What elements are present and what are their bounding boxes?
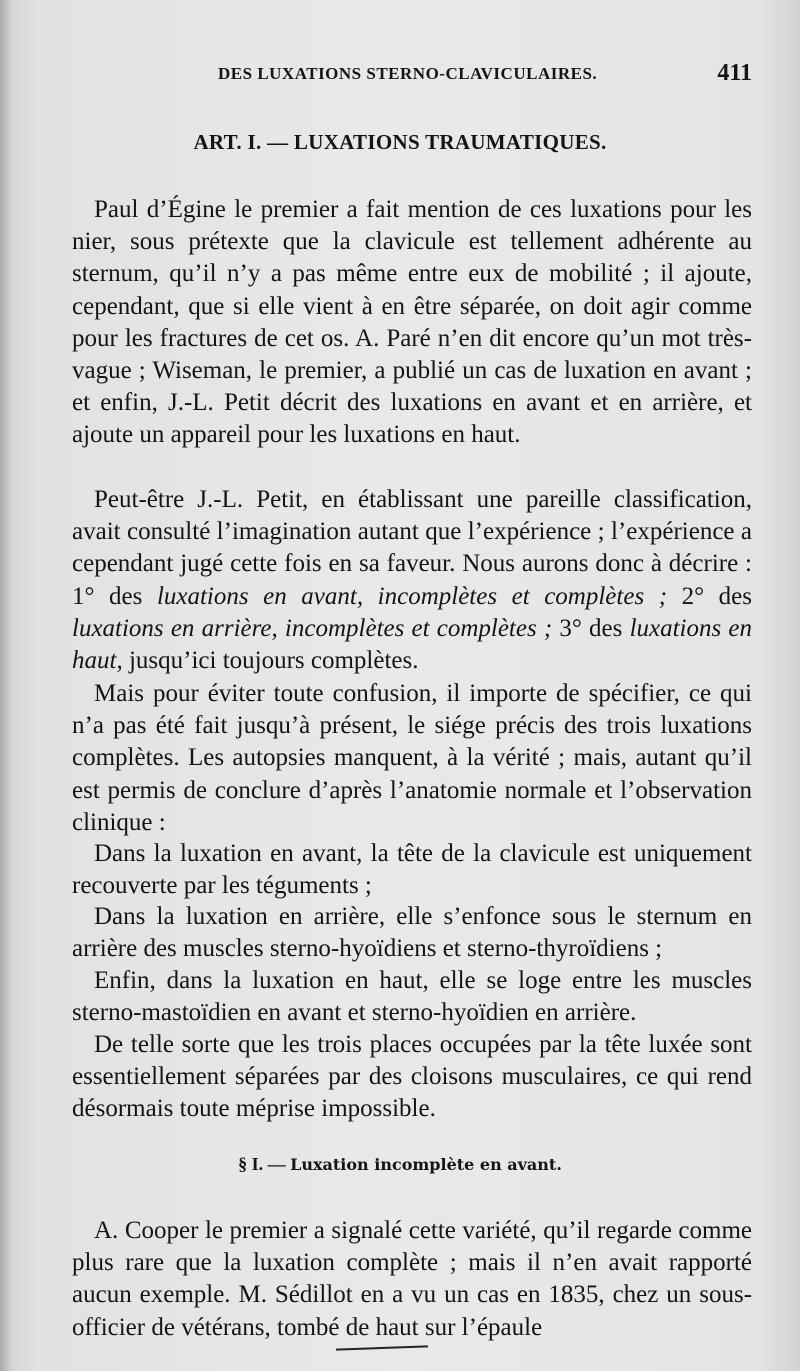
paragraph-text: Enfin, dans la luxation en haut, elle se loge entre les muscles sterno-mastoïdien en avant et sterno-hyoïdien en arrière.	[72, 967, 752, 1027]
paragraph-text: Dans la luxation en avant, la tête de la clavicule est uniquement recouverte par les téguments ;	[72, 840, 752, 900]
article-heading: ART. I. — LUXATIONS TRAUMATIQUES.	[193, 130, 607, 154]
running-title: DES LUXATIONS STERNO-CLAVICULAIRES.	[218, 64, 598, 83]
text-run: 3° des	[552, 614, 630, 642]
paragraph-conclusion	[72, 1029, 752, 1126]
paragraph-text: Mais pour éviter toute confusion, il importe de spécifier, ce qui n’a pas été fait jusqu’à présent, le siége précis des trois luxations complètes. Les autopsies manquent, à la vérité ; mais, autant qu’il est permis de conclure d’après l’anatomie normale et l’observation clinique :	[72, 680, 752, 836]
section-heading	[0, 1154, 800, 1175]
text-run: 2° des	[667, 582, 752, 610]
paragraph-superior	[72, 965, 752, 1029]
page-number: 411	[717, 60, 752, 86]
italic-term: luxations en avant, incomplètes et complètes ;	[156, 582, 668, 610]
paragraph-posterior	[72, 901, 752, 965]
text-run: jusqu’ici toujours complètes.	[122, 647, 419, 675]
paragraph-classification	[72, 484, 752, 677]
paragraph-text: De telle sorte que les trois places occupées par la tête luxée sont essentiellement séparées par des cloisons musculaires, ce qui rend désormais toute méprise impossible.	[72, 1031, 752, 1123]
paragraph-text: Paul d’Égine le premier a fait mention de ces luxations pour les nier, sous prétexte que la clavicule est tellement adhérente au sternum, qu’il n’y a pas même entre eux de mobilité ; il ajoute, cependant, que si elle vient à en être séparée, on doit agir comme pour les fractures de cet os. A. Paré n’en dit encore qu’un mot très-vague ; Wiseman, le premier, a publié un cas de luxation en avant ; et enfin, J.-L. Petit décrit des luxations en avant et en arrière, et ajoute un appareil pour les luxations en haut.	[72, 196, 752, 449]
italic-term: luxations en arrière, incomplètes et complètes ;	[72, 614, 553, 642]
paragraph-cooper	[72, 1215, 752, 1344]
italic-term: luxations en haut,	[72, 614, 752, 675]
paragraph-anterior	[72, 838, 752, 902]
paragraph-text	[72, 484, 752, 677]
pen-underline-mark	[336, 1345, 428, 1350]
paragraph-precision	[72, 678, 752, 839]
section-title: Luxation incomplète en avant.	[290, 1155, 562, 1174]
section-number: § I. —	[238, 1154, 286, 1174]
text-run: Peut-être J.-L. Petit, en établissant une pareille classification, avait consulté l’imagination autant que l’expérience ; l’expérience a cependant jugé cette fois en sa faveur. Nous aurons donc à décrire : 1° des	[72, 486, 752, 610]
running-head	[70, 60, 752, 90]
paragraph-history	[72, 194, 752, 452]
paragraph-text: A. Cooper le premier a signalé cette variété, qu’il regarde comme plus rare que la luxation complète ; mais il n’en avait rapporté aucun exemple. M. Sédillot en a vu un cas en 1835, chez un sous-officier de vétérans, tombé de haut sur l’épaule	[72, 1217, 752, 1341]
paragraph-text: Dans la luxation en arrière, elle s’enfonce sous le sternum en arrière des muscles sterno-hyoïdiens et sterno-thyroïdiens ;	[72, 903, 752, 963]
